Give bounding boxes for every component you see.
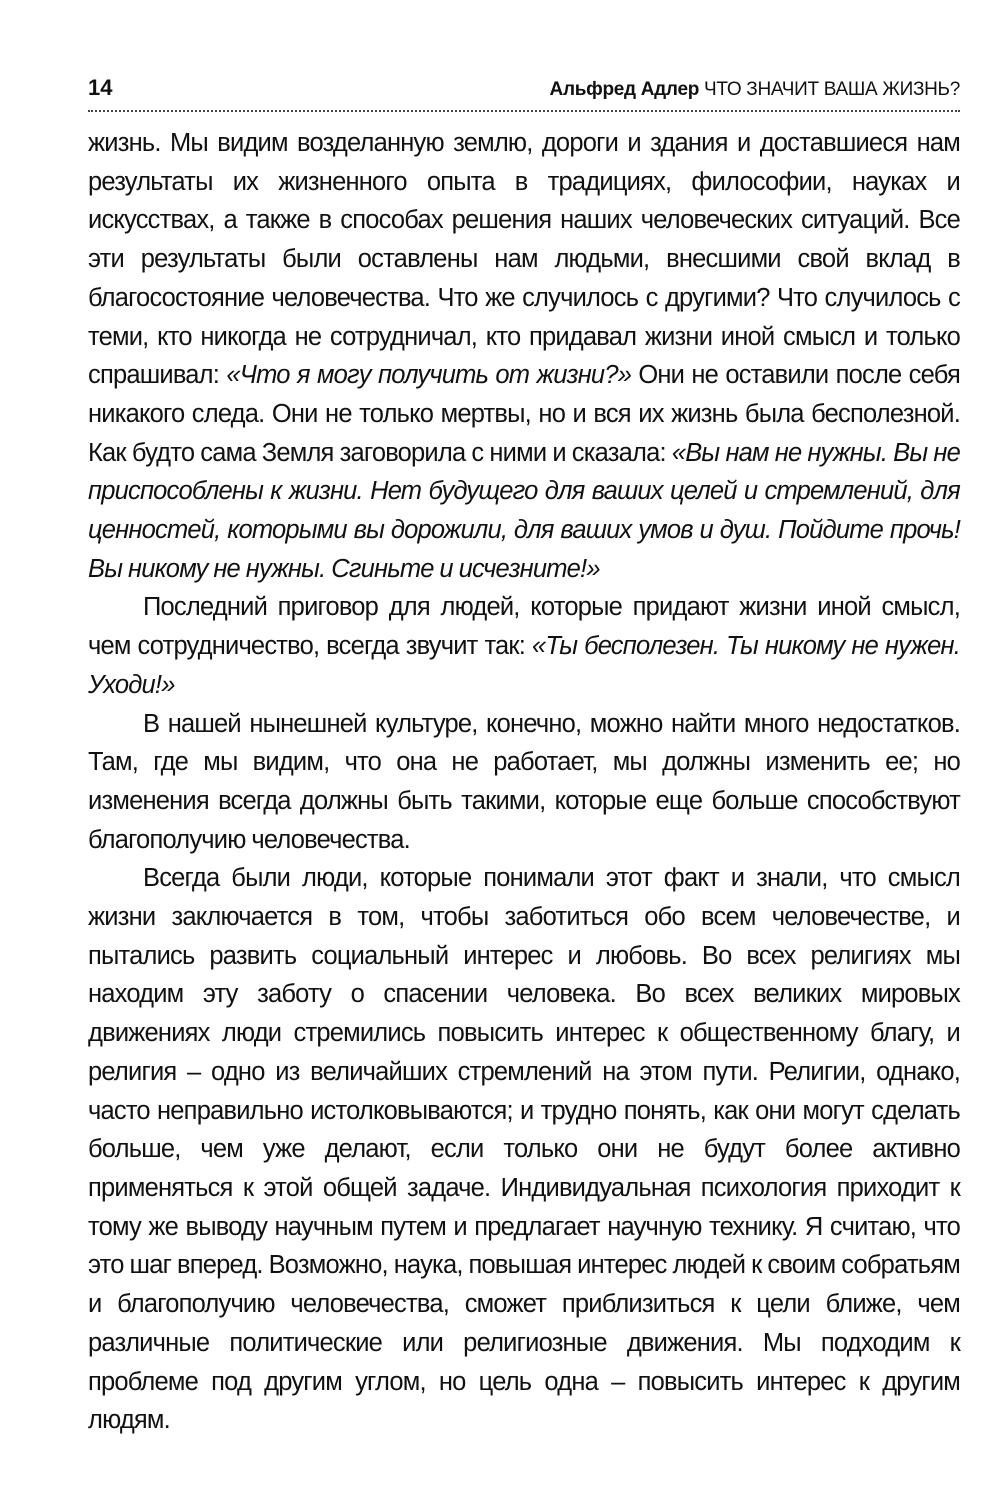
running-head-title: ЧТО ЗНАЧИТ ВАША ЖИЗНЬ?	[704, 79, 960, 100]
book-page	[88, 74, 960, 1440]
paragraph	[88, 588, 960, 704]
italic-quote: «Что я могу получить от жизни?»	[226, 361, 632, 390]
page-number: 14	[88, 75, 113, 100]
text-run: В нашей нынешней культуре, конечно, можно найти много недостатков. Там, где мы видим, что она не работает, мы должны изменить ее; но изменения всегда должны быть такими, которые еще больше способствуют благополучию человечества.	[88, 709, 960, 854]
paragraph	[88, 124, 960, 588]
italic-quote: «Вы нам не нужны. Вы не приспособлены к жизни. Нет будущего для ваших целей и стремлений, для ценностей, которыми вы дорожили, для ваших умов и душ. Пойдите прочь! Вы никому не нужны. Сгиньте и исчезните!»	[88, 438, 961, 583]
page-header	[88, 74, 960, 112]
text-run: Всегда были люди, которые понимали этот факт и знали, что смысл жизни заключается в том, чтобы заботиться обо всем человечестве, и пытались развить социальный интерес и любовь. Во всех религиях мы находим эту заботу о спасении человека. Во всех великих мировых движениях люди стремились повысить интерес к общественному благу, и религия – одно из величайших стремлений на этом пути. Религии, однако, часто неправильно истолковываются; и трудно понять, как они могут сделать больше, чем уже делают, если только они не будут более активно применяться к этой общей задаче. Индивидуальная психология приходит к тому же выводу научным путем и предлагает научную технику. Я считаю, что это шаг вперед. Возможно, наука, повышая интерес людей к своим собратьям и благополучию человечества, сможет приблизиться к цели ближе, чем различные политические или религиозные движения. Мы подходим к проблеме под другим углом, но цель одна – повысить интерес к другим людям.	[88, 864, 960, 1435]
text-run: жизнь. Мы видим возделанную землю, дороги и здания и доставшиеся нам результаты их жизненного опыта в традициях, философии, науках и искусствах, а также в способах решения наших человеческих ситуаций. Все эти результаты были оставлены нам людьми, внесшими свой вклад в благосостояние человечества. Что же случилось с другими? Что случилось с теми, кто никогда не сотрудничал, кто придавал жизни иной смысл и только спрашивал:	[88, 129, 960, 390]
text-run: Последний приговор для людей, которые придают жизни иной смысл, чем сотрудничество, всегда звучит так:	[88, 593, 960, 661]
paragraph	[88, 705, 960, 860]
paragraph	[88, 859, 960, 1440]
body-text	[88, 124, 960, 1440]
running-head	[550, 76, 960, 104]
running-head-author: Альфред Адлер	[549, 79, 700, 100]
text-run: Они не оставили после себя никакого следа. Они не только мертвы, но и вся их жизнь была бесполезной. Как будто сама Земля заговорила с ними и сказала:	[88, 361, 960, 467]
italic-quote: «Ты бесполезен. Ты никому не нужен. Уходи!»	[88, 632, 960, 699]
